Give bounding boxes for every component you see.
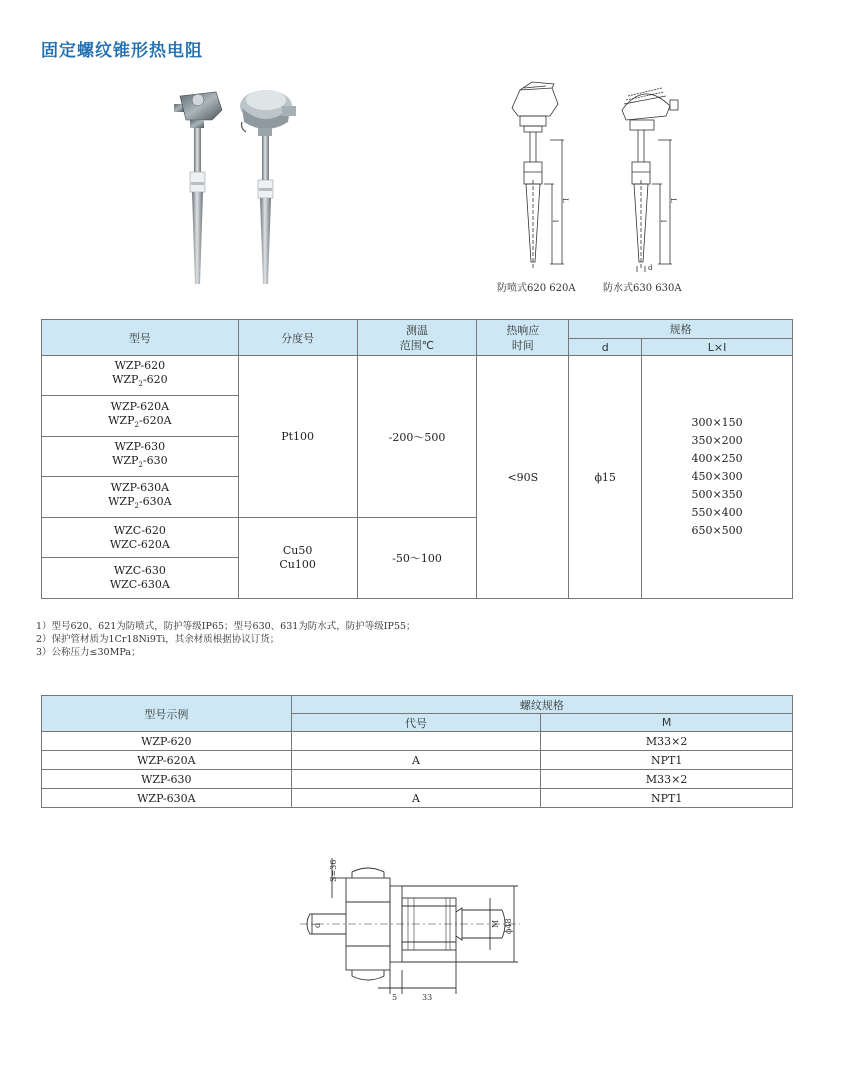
label-d: d (313, 922, 322, 928)
header-model-example: 型号示例 (42, 696, 292, 732)
dimension-label-l: l (659, 220, 667, 223)
row-m: M33×2 (541, 770, 793, 789)
length-item: 300×150 (691, 416, 743, 429)
row-model: WZP-630A (42, 789, 292, 808)
length-item: 450×300 (691, 470, 743, 483)
header-m: M (541, 714, 793, 732)
row-model: WZP-620A (42, 751, 292, 770)
header-response-line1: 热响应 (506, 323, 540, 337)
page-title: 固定螺纹锥形热电阻 (41, 41, 203, 61)
model-cell (42, 518, 239, 558)
model-line2: WZC-630A (109, 578, 170, 591)
diameter: ϕ15 (569, 356, 642, 599)
row-m: NPT1 (541, 751, 793, 770)
label-phi48: ϕ48 (504, 918, 513, 934)
length-item: 550×400 (691, 506, 743, 519)
dimension-label-L: L (561, 198, 569, 203)
drawing-caption-spray-proof: 防喷式620 620A (497, 283, 576, 294)
model-line1: WZP-630 (114, 440, 166, 454)
length-item: 400×250 (691, 452, 743, 465)
thread-fitting-drawing (290, 848, 530, 1008)
row-code (291, 770, 541, 789)
graduation-cu (238, 518, 357, 599)
notes (36, 620, 416, 659)
range-pt: -200～500 (357, 356, 477, 518)
model-cell (42, 437, 239, 477)
graduation-pt: Pt100 (238, 356, 357, 518)
label-s36: S=36 (329, 859, 338, 882)
length-item: 350×200 (691, 434, 743, 447)
model-line2: $WZP_2-620$ (112, 373, 168, 389)
header-temp-range-line1: 测温 (405, 323, 428, 337)
table-row (42, 789, 793, 808)
header-response-line2: 时间 (511, 338, 534, 352)
model-cell (42, 396, 239, 437)
model-cell (42, 356, 239, 396)
row-model: WZP-620 (42, 732, 292, 751)
note-item: 3）公称压力≤30MPa； (36, 647, 141, 658)
model-line1: WZP-630A (110, 480, 170, 494)
header-spec: 规格 (569, 320, 793, 339)
dimension-label-d: d (648, 264, 653, 272)
row-m: NPT1 (541, 789, 793, 808)
row-code (291, 732, 541, 751)
response-time: <90S (477, 356, 569, 599)
model-cell (42, 477, 239, 518)
header-model: 型号 (42, 320, 239, 356)
note-item: 1）型号620、621为防喷式，防护等级IP65；型号630、631为防水式，防护等级IP55； (36, 621, 416, 632)
drawing-caption-waterproof: 防水式630 630A (603, 283, 682, 294)
model-line2: $WZP_2-620A$ (108, 413, 172, 430)
spec-table (41, 319, 793, 599)
dimension-drawing-620 (500, 80, 580, 275)
length-item: 650×500 (691, 524, 743, 537)
dimension-drawing-630 (608, 80, 688, 275)
table-row (42, 732, 793, 751)
header-temp-range-line2: 范围℃ (399, 338, 435, 352)
model-cell (42, 558, 239, 599)
thread-table (41, 695, 793, 808)
header-graduation: 分度号 (238, 320, 357, 356)
length-list (642, 356, 793, 599)
row-model: WZP-630 (42, 770, 292, 789)
dimension-label-l: l (551, 220, 559, 223)
model-line1: WZP-620A (110, 399, 170, 413)
table-row (42, 770, 793, 789)
model-line2: WZC-620A (109, 537, 170, 551)
product-photo-spray-proof (168, 86, 230, 292)
graduation-cu50: Cu50 (282, 544, 313, 557)
note-item: 2）保护管材质为1Cr18Ni9Ti，其余材质根据协议订货； (36, 634, 280, 645)
model-line1: WZP-620 (114, 359, 166, 373)
model-line2: $WZP_2-630A$ (108, 494, 172, 511)
row-m: M33×2 (541, 732, 793, 751)
range-cu: -50～100 (357, 518, 477, 599)
header-temp-range (357, 320, 477, 356)
table-row (42, 751, 793, 770)
label-dim-5: 5 (392, 993, 398, 1002)
length-item: 500×350 (691, 488, 743, 501)
graduation-cu100: Cu100 (279, 558, 316, 571)
dimension-label-L: L (669, 198, 677, 203)
header-thread-spec: 螺纹规格 (291, 696, 792, 714)
label-m: M (491, 919, 500, 928)
model-line1: WZC-620 (113, 523, 166, 537)
header-code: 代号 (291, 714, 541, 732)
row-code: A (291, 751, 541, 770)
header-spec-d: d (569, 339, 642, 356)
header-response-time (477, 320, 569, 356)
row-code: A (291, 789, 541, 808)
product-photo-waterproof (236, 86, 298, 292)
header-spec-LI: L×I (642, 339, 793, 356)
model-line2: $WZP_2-630$ (112, 454, 168, 470)
model-line1: WZC-630 (113, 564, 166, 577)
label-dim-33: 33 (422, 993, 433, 1002)
